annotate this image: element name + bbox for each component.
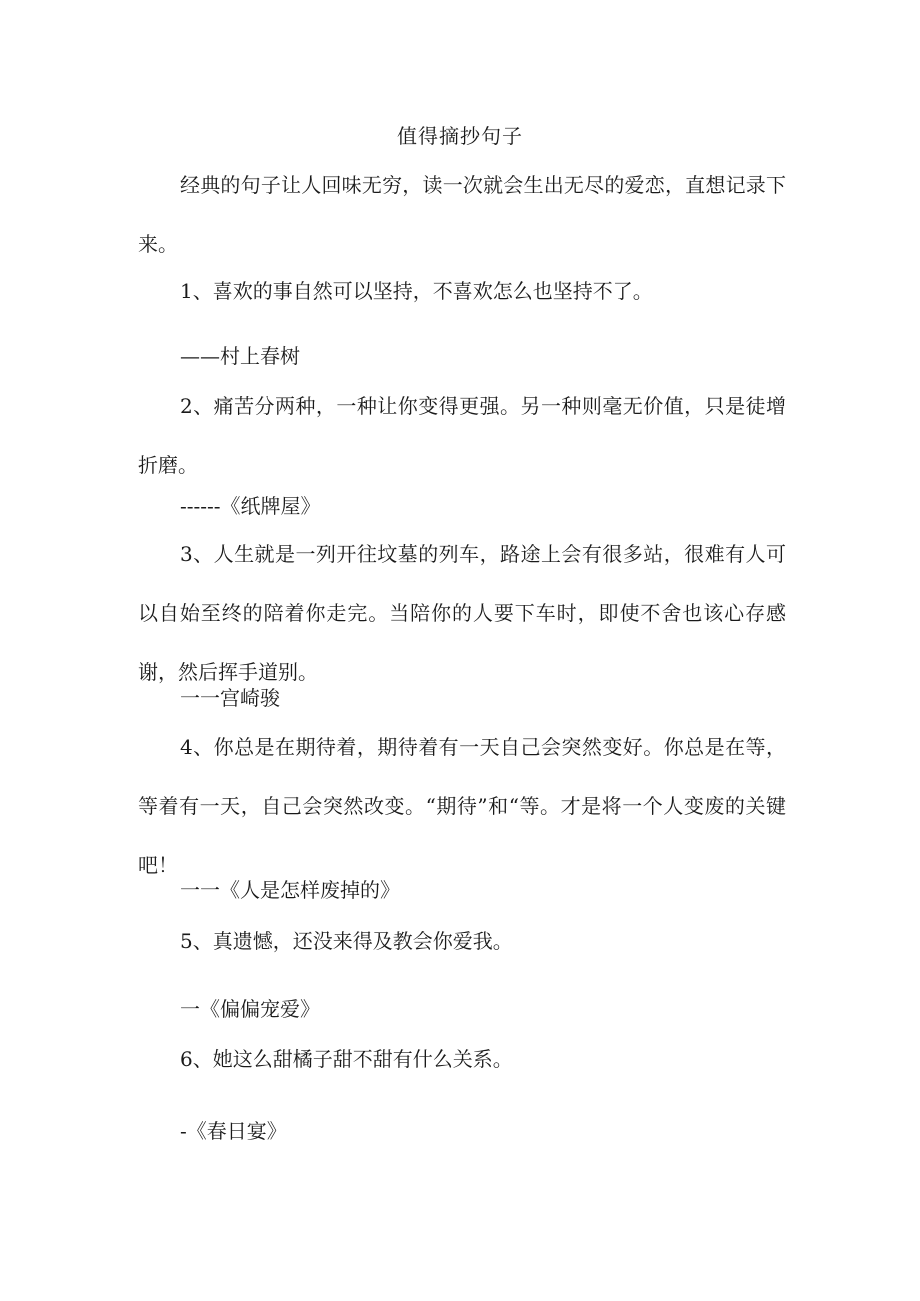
quote-6-source: -《春日宴》 (180, 1119, 287, 1143)
quote-5-source: 一《偏偏宠爱》 (180, 997, 320, 1021)
quote-2-source: ------《纸牌屋》 (180, 494, 321, 518)
quote-2-text: 2、痛苦分两种，一种让你变得更强。另一种则毫无价值，只是徒增折磨。 (138, 394, 786, 477)
intro-paragraph: 经典的句子让人回味无穷，读一次就会生出无尽的爱恋，直想记录下来。 (138, 173, 786, 256)
document-title: 值得摘抄句子 (397, 124, 523, 148)
quote-4-source: 一一《人是怎样废掉的》 (180, 878, 400, 902)
quote-3-text: 3、人生就是一列开往坟墓的列车，路途上会有很多站，很难有人可以自始至终的陪着你走完。当陪你的人要下车时，即使不舍也该心存感谢，然后挥手道别。 (138, 542, 786, 684)
quote-5-text: 5、真遗憾，还没来得及教会你爱我。 (180, 929, 513, 953)
quote-4-text: 4、你总是在期待着，期待着有一天自己会突然变好。你总是在等，等着有一天，自己会突然改变。“期待”和“等。才是将一个人变废的关键吧！ (138, 735, 786, 877)
quote-1-source: ——村上春树 (180, 344, 300, 368)
quote-3-source: 一一宫崎骏 (180, 686, 280, 710)
quote-1-text: 1、喜欢的事自然可以坚持，不喜欢怎么也坚持不了。 (180, 279, 653, 303)
quote-6-text: 6、她这么甜橘子甜不甜有什么关系。 (180, 1047, 513, 1071)
